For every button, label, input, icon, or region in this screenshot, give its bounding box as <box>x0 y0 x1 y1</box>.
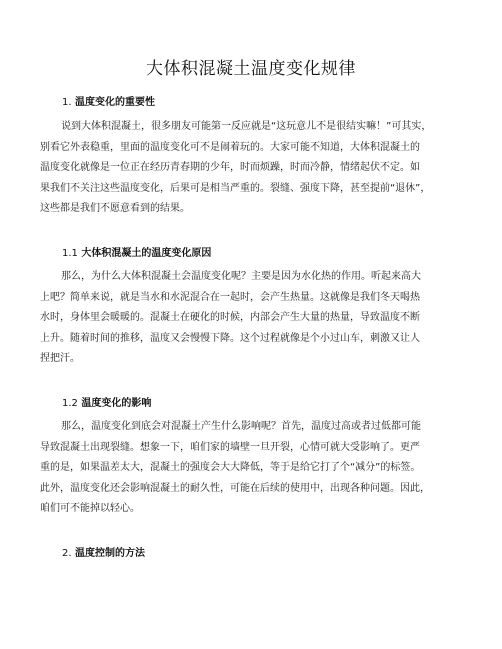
paragraph-line: 上升。随着时间的推移，温度又会慢慢下降。这个过程就像是个小过山车，刺激又让人 <box>40 332 420 344</box>
paragraph-line: 上吧？简单来说，就是当水和水泥混合在一起时，会产生热量。这就像是我们冬天喝热 <box>40 291 420 303</box>
paragraph-line: 重的是，如果温差太大，混凝土的强度会大大降低，等于是给它打了个“减分”的标签。 <box>40 462 421 474</box>
paragraph-line: 此外，温度变化还会影响混凝土的耐久性，可能在后续的使用中，出现各种问题。因此， <box>40 482 430 494</box>
section-heading-1-2 <box>62 397 151 411</box>
paragraph-line: 那么，为什么大体积混凝土会温度变化呢？主要是因为水化热的作用。听起来高大 <box>61 271 421 282</box>
section-paragraph-1 <box>40 117 464 220</box>
section-paragraph-1-1 <box>40 267 464 370</box>
paragraph-line: 导致混凝土出现裂缝。想象一下，咱们家的墙壁一旦开裂，心情可就大受影响了。更严 <box>40 441 420 453</box>
section-number: 1.1 <box>62 248 78 259</box>
section-number: 2. <box>62 548 72 559</box>
section-title: 温度变化的重要性 <box>75 97 156 108</box>
paragraph-line: 别看它外表稳重，里面的温度变化可不是闹着玩的。大家可能不知道，大体积混凝土的 <box>40 141 420 153</box>
document-title: 大体积混凝土温度变化规律 <box>146 59 356 79</box>
paragraph-line: 说到大体积混凝土，很多朋友可能第一反应就是“这玩意儿不是很结实嘛！”可其实， <box>61 121 432 132</box>
paragraph-line: 咱们可不能掉以轻心。 <box>40 503 140 515</box>
section-paragraph-1-2 <box>40 417 464 520</box>
section-number: 1.2 <box>62 398 78 409</box>
paragraph-line: 这些都是我们不愿意看到的结果。 <box>40 203 190 215</box>
section-heading-2 <box>62 547 145 561</box>
paragraph-line: 那么，温度变化到底会对混凝土产生什么影响呢？首先，温度过高或者过低都可能 <box>61 421 421 432</box>
paragraph-line: 温度变化就像是一位正在经历青春期的少年，时而烦躁，时而冷静，情绪起伏不定。如 <box>40 162 420 174</box>
section-title: 大体积混凝土的温度变化原因 <box>81 248 212 259</box>
paragraph-line: 果我们不关注这些温度变化，后果可是相当严重的。裂缝、强度下降，甚至提前“退休”， <box>40 182 431 194</box>
section-heading-1 <box>62 96 155 110</box>
paragraph-line: 捏把汗。 <box>40 353 80 365</box>
section-heading-1-1 <box>62 247 211 261</box>
paragraph-line: 水时，身体里会暖暖的。混凝土在硬化的时候，内部会产生大量的热量，导致温度不断 <box>40 312 420 324</box>
section-title: 温度控制的方法 <box>75 548 146 559</box>
section-number: 1. <box>62 97 72 108</box>
section-title: 温度变化的影响 <box>81 398 152 409</box>
